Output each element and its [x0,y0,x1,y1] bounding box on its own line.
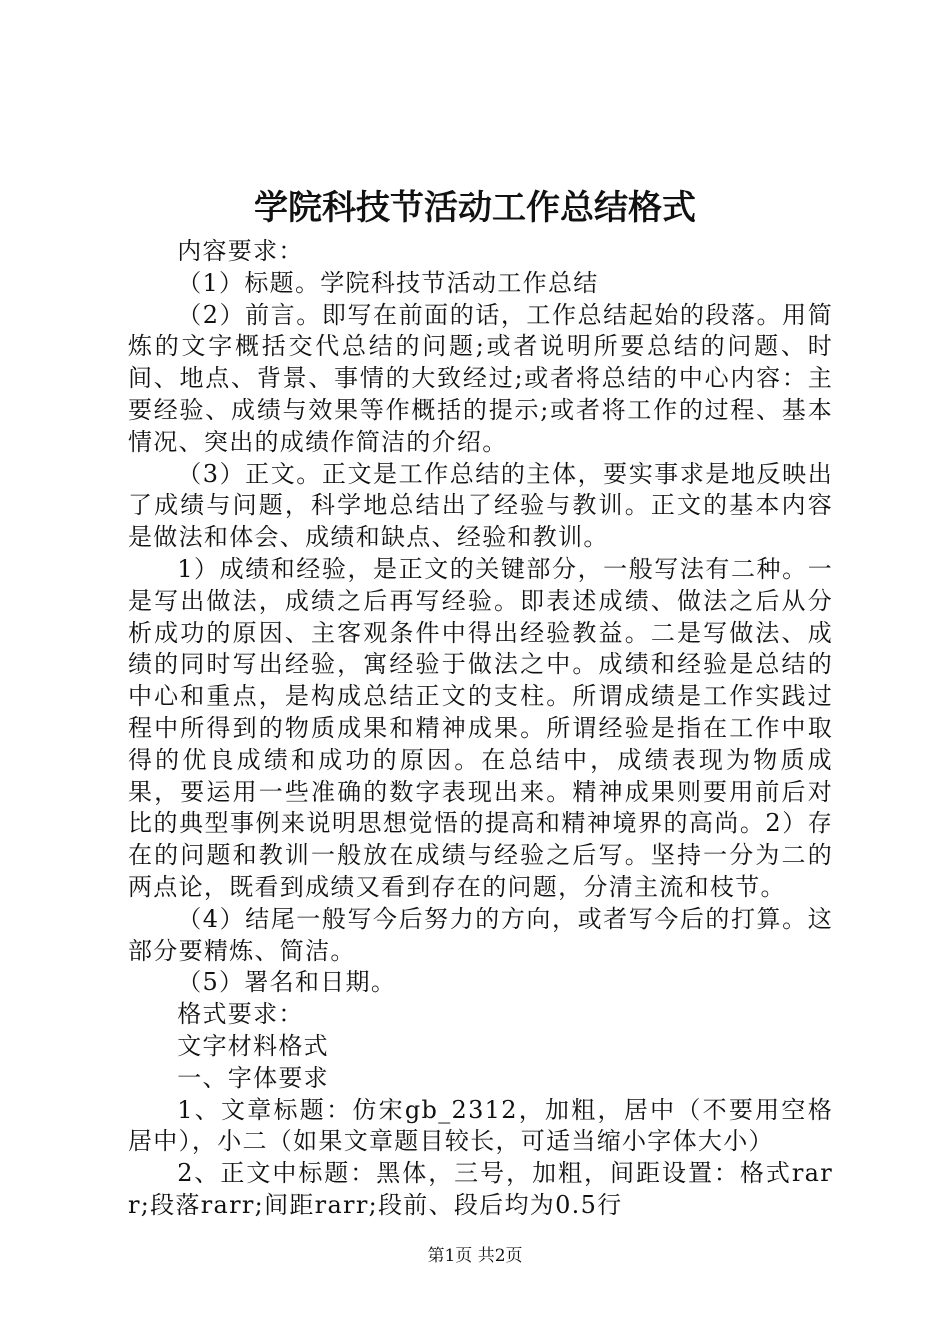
document-title: 学院科技节活动工作总结格式 [254,188,696,228]
paragraph-format-requirements: 格式要求： [177,1000,304,1029]
paragraph-article-title-rule: 1、文章标题：仿宋gb_2312，加粗，居中（不要用空格居中），小二（如果文章题目较长，可适当缩小字体大小） [128,1095,833,1156]
document-body [128,236,833,1222]
paragraph-font-requirements: 一、字体要求 [177,1063,329,1092]
paragraph-body-item: （3）正文。正文是工作总结的主体，要实事求是地反映出了成绩与问题，科学地总结出了经验与教训。正文的基本内容是做法和体会、成绩和缺点、经验和教训。 [128,459,833,552]
paragraph-preface-item: （2）前言。即写在前面的话，工作总结起始的段落。用简炼的文字概括交代总结的问题;或者说明所要总结的问题、时间、地点、背景、事情的大致经过;或者将总结的中心内容：主要经验、成绩与效果等作概括的提示;或者将工作的过程、基本情况、突出的成绩作简洁的介绍。 [128,300,833,456]
paragraph-content-requirements: 内容要求： [177,237,304,265]
paragraph-achievements-experience: 1）成绩和经验，是正文的关键部分，一般写法有二种。一是写出做法，成绩之后再写经验。即表述成绩、做法之后从分析成功的原因、主客观条件中得出经验教益。二是写做法、成绩的同时写出经验，寓经验于做法之中。成绩和经验是总结的中心和重点，是构成总结正文的支柱。所谓成绩是工作实践过程中所得到的物质成果和精神成果。所谓经验是指在工作中取得的优良成绩和成功的原因。在总结中，成绩表现为物质成果，要运用一些准确的数字表现出来。精神成果则要用前后对比的典型事例来说明思想觉悟的提高和精神境界的高尚。2）存在的问题和教训一般放在成绩与经验之后写。坚持一分为二的两点论，既看到成绩又看到存在的问题，分清主流和枝节。 [128,554,833,901]
paragraph-body-heading-rule: 2、正文中标题：黑体，三号，加粗，间距设置：格式rarr;段落rarr;间距rarr;段前、段后均为0.5行 [128,1159,833,1219]
paragraph-signature-item: （5）署名和日期。 [177,968,397,997]
paragraph-ending-item: （4）结尾一般写今后努力的方向，或者写今后的打算。这部分要精炼、简洁。 [128,904,833,965]
paragraph-text-material-format: 文字材料格式 [177,1031,329,1060]
paragraph-title-item: （1）标题。学院科技节活动工作总结 [177,268,599,297]
page-footer: 第1页 共2页 [427,1246,523,1266]
